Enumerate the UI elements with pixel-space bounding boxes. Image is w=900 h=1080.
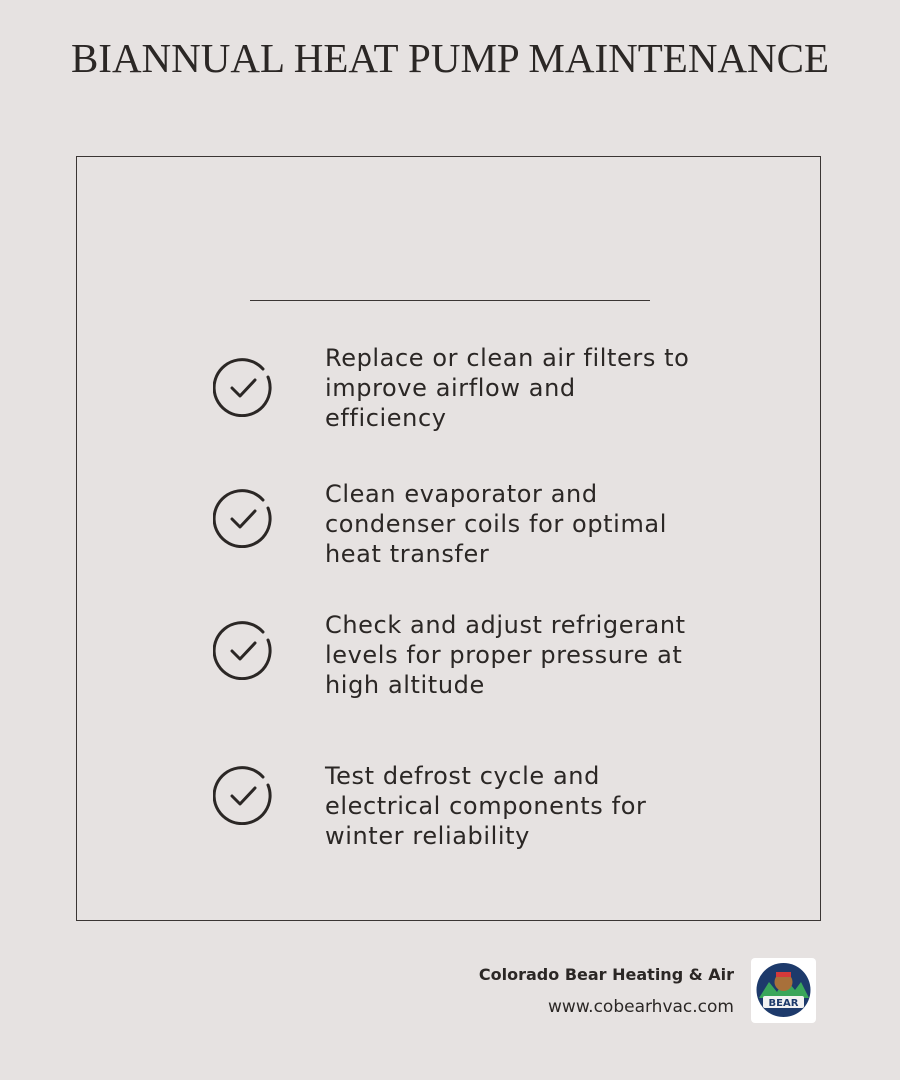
text-line: condenser coils for optimal — [325, 510, 667, 538]
checklist-item-text — [325, 479, 667, 569]
checklist-item-text — [325, 610, 686, 700]
text-line: Replace or clean air filters to — [325, 344, 690, 372]
text-line: improve airflow and — [325, 374, 576, 402]
text-line: Check and adjust refrigerant — [325, 611, 686, 639]
text-line: winter reliability — [325, 822, 530, 850]
text-line: Test defrost cycle and — [325, 762, 600, 790]
check-circle-icon — [213, 620, 273, 680]
company-logo — [751, 958, 816, 1023]
text-line: high altitude — [325, 671, 485, 699]
text-line: electrical components for — [325, 792, 647, 820]
company-name: Colorado Bear Heating & Air — [478, 965, 734, 984]
checklist-item-text — [325, 761, 646, 851]
check-circle-icon — [213, 765, 273, 825]
page-title: BIANNUAL HEAT PUMP MAINTENANCE — [70, 35, 830, 81]
text-line: Clean evaporator and — [325, 480, 598, 508]
text-line: levels for proper pressure at — [325, 641, 683, 669]
company-url[interactable]: www.cobearhvac.com — [548, 997, 734, 1017]
svg-text:BEAR: BEAR — [768, 998, 799, 1009]
check-circle-icon — [213, 488, 273, 548]
text-line: efficiency — [325, 404, 447, 432]
check-circle-icon — [213, 357, 273, 417]
checklist-item-text — [325, 343, 689, 433]
divider — [250, 300, 650, 301]
text-line: heat transfer — [325, 540, 490, 568]
